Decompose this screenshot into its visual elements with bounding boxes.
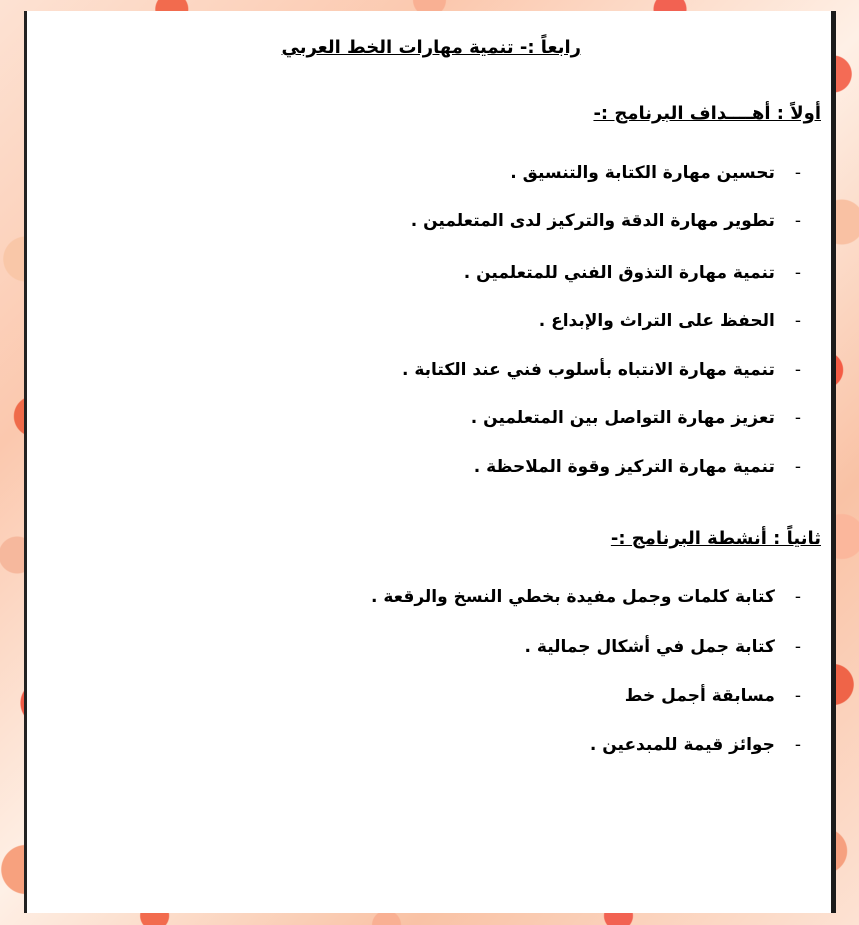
- bullet-dash: -: [794, 637, 801, 657]
- goal-item: [471, 408, 801, 428]
- bullet-dash: -: [794, 360, 801, 380]
- bullet-dash: -: [794, 211, 801, 231]
- bullet-dash: -: [794, 263, 801, 283]
- goal-item: [510, 163, 801, 183]
- activity-item-text: كتابة كلمات وجمل مفيدة بخطي النسخ والرقعة .: [370, 587, 775, 607]
- bullet-dash: -: [794, 311, 801, 331]
- activity-item-text: كتابة جمل في أشكال جمالية .: [524, 637, 775, 657]
- page-title: رابعاً :- تنمية مهارات الخط العربي: [281, 37, 581, 58]
- bullet-dash: -: [794, 408, 801, 428]
- goal-item-text: تحسين مهارة الكتابة والتنسيق .: [510, 163, 775, 183]
- activity-item: [525, 637, 801, 657]
- goal-item: [402, 360, 801, 380]
- goal-item-text: تنمية مهارة التركيز وقوة الملاحظة .: [473, 457, 775, 477]
- activities-heading: ثانياً : أنشطة البرنامج :-: [610, 528, 821, 549]
- goal-item-text: تعزيز مهارة التواصل بين المتعلمين .: [470, 408, 775, 428]
- goal-item: [464, 263, 801, 283]
- document-page: [24, 11, 836, 913]
- bullet-dash: -: [794, 735, 801, 755]
- goal-item: [411, 211, 801, 231]
- bullet-dash: -: [794, 686, 801, 706]
- goal-item-text: تطوير مهارة الدقة والتركيز لدى المتعلمين .: [410, 211, 775, 231]
- activity-item: [625, 686, 801, 706]
- activity-item: [590, 735, 801, 755]
- bullet-dash: -: [794, 457, 801, 477]
- goal-item-text: الحفظ على التراث والإبداع .: [538, 311, 775, 331]
- goal-item-text: تنمية مهارة الانتباه بأسلوب فني عند الكتابة .: [401, 360, 775, 380]
- bullet-dash: -: [794, 163, 801, 183]
- goals-heading: أولاً : أهــــداف البرنامج :-: [593, 103, 821, 124]
- goal-item: [474, 457, 801, 477]
- activity-item-text: جوائز قيمة للمبدعين .: [589, 735, 775, 755]
- bullet-dash: -: [794, 587, 801, 607]
- activity-item-text: مسابقة أجمل خط: [624, 686, 775, 706]
- activity-item: [371, 587, 801, 607]
- goal-item: [539, 311, 801, 331]
- goal-item-text: تنمية مهارة التذوق الفني للمتعلمين .: [463, 263, 775, 283]
